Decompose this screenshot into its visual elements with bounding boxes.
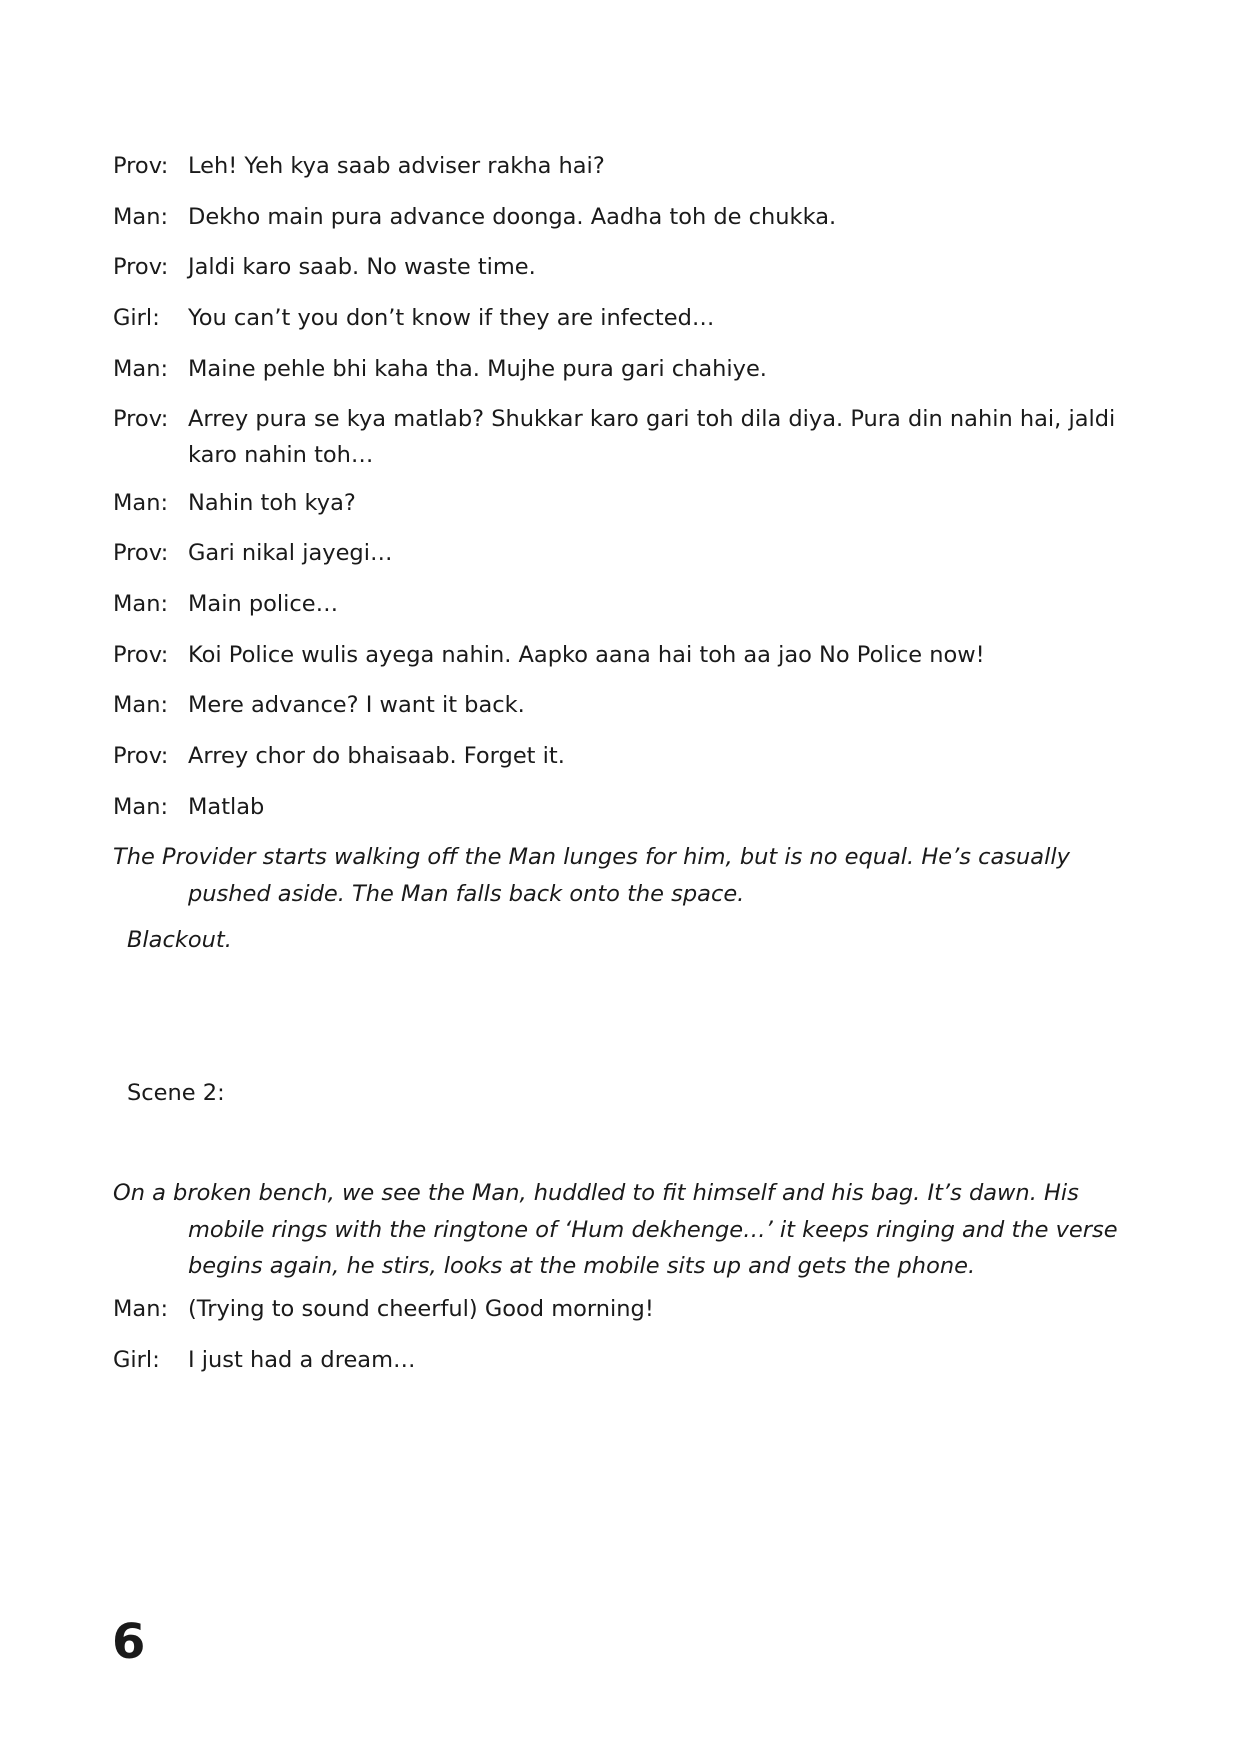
dialogue-text: Arrey chor do bhaisaab. Forget it. xyxy=(188,743,565,769)
speaker-label: Prov: xyxy=(113,254,169,280)
speaker-label: Man: xyxy=(113,591,169,617)
speaker-label: Prov: xyxy=(113,540,169,566)
speaker-label: Girl: xyxy=(113,305,160,331)
dialogue-text: Leh! Yeh kya saab adviser rakha hai? xyxy=(188,153,605,179)
dialogue-text: Arrey pura se kya matlab? Shukkar karo gari toh dila diya. Pura din nahin hai, jaldi karo nahin toh… xyxy=(188,406,1116,468)
speaker-label: Prov: xyxy=(113,642,169,668)
scene-heading: Scene 2: xyxy=(127,1080,225,1106)
speaker-label: Prov: xyxy=(113,406,169,432)
dialogue-text: I just had a dream… xyxy=(188,1347,416,1373)
dialogue-text: (Trying to sound cheerful) Good morning! xyxy=(188,1296,654,1322)
stage-direction: The Provider starts walking off the Man lunges for him, but is no equal. He’s casually pushed aside. The Man falls back onto the space. xyxy=(113,844,1070,907)
speaker-label: Prov: xyxy=(113,153,169,179)
speaker-label: Man: xyxy=(113,1296,169,1322)
stage-direction: On a broken bench, we see the Man, huddled to fit himself and his bag. It’s dawn. His mobile rings with the ringtone of ‘Hum dekhenge…’ it keeps ringing and the verse begins again, he stirs, looks at the mobile sits up and gets the phone. xyxy=(113,1180,1118,1279)
dialogue-text: Mere advance? I want it back. xyxy=(188,692,525,718)
blackout-cue: Blackout. xyxy=(127,927,232,953)
dialogue-text: Jaldi karo saab. No waste time. xyxy=(188,254,536,280)
page-number: 6 xyxy=(112,1614,146,1670)
speaker-label: Girl: xyxy=(113,1347,160,1373)
speaker-label: Man: xyxy=(113,204,169,230)
speaker-label: Man: xyxy=(113,356,169,382)
dialogue-text: Dekho main pura advance doonga. Aadha toh de chukka. xyxy=(188,204,837,230)
speaker-label: Prov: xyxy=(113,743,169,769)
dialogue-text: Maine pehle bhi kaha tha. Mujhe pura gari chahiye. xyxy=(188,356,767,382)
speaker-label: Man: xyxy=(113,490,169,516)
dialogue-text: Koi Police wulis ayega nahin. Aapko aana hai toh aa jao No Police now! xyxy=(188,642,985,668)
dialogue-text: Main police… xyxy=(188,591,339,617)
dialogue-text: You can’t you don’t know if they are infected… xyxy=(188,305,715,331)
dialogue-text: Gari nikal jayegi… xyxy=(188,540,393,566)
speaker-label: Man: xyxy=(113,794,169,820)
dialogue-text: Nahin toh kya? xyxy=(188,490,356,516)
dialogue-text: Matlab xyxy=(188,794,265,820)
speaker-label: Man: xyxy=(113,692,169,718)
